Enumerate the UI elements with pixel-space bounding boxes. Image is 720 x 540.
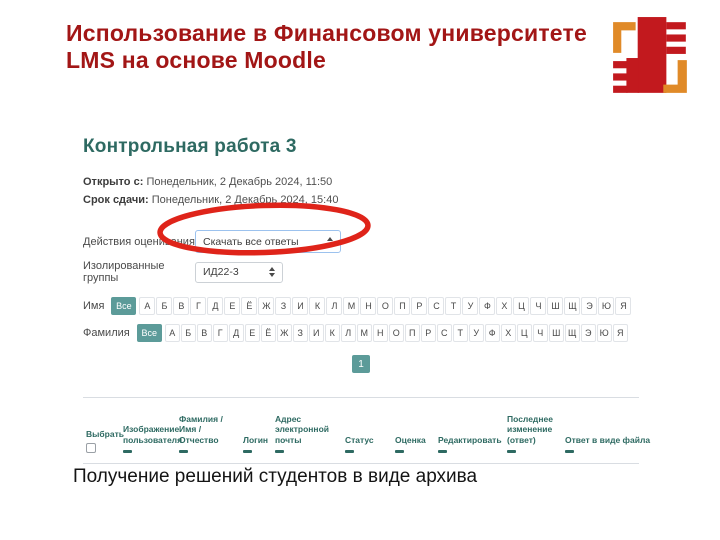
table-column-select — [86, 406, 123, 453]
letter-filter[interactable]: Р — [411, 297, 427, 315]
assignment-dates — [83, 173, 639, 209]
letter-filter[interactable]: Б — [181, 324, 196, 342]
due-label: Срок сдачи: — [83, 194, 149, 206]
column-header-link[interactable]: Редактировать — [438, 434, 502, 445]
slide-title — [66, 20, 587, 74]
grading-action-label: Действия оценивания — [83, 235, 195, 248]
collapse-column-icon[interactable] — [565, 450, 574, 453]
letter-filter[interactable]: Т — [445, 297, 461, 315]
separate-groups-row — [83, 260, 639, 284]
letter-filter[interactable]: В — [197, 324, 212, 342]
letter-filter[interactable]: И — [292, 297, 308, 315]
letter-filter[interactable]: Л — [341, 324, 356, 342]
surname-all-button[interactable]: Все — [137, 324, 162, 342]
letter-filter[interactable]: Ш — [549, 324, 564, 342]
collapse-column-icon[interactable] — [395, 450, 404, 453]
letter-filter[interactable]: Н — [360, 297, 376, 315]
collapse-column-icon[interactable] — [438, 450, 447, 453]
letter-filter[interactable]: А — [139, 297, 155, 315]
letter-filter[interactable]: Ю — [597, 324, 612, 342]
letter-filter[interactable]: О — [377, 297, 393, 315]
letter-filter[interactable]: З — [293, 324, 308, 342]
letter-filter[interactable]: П — [394, 297, 410, 315]
letter-filter[interactable]: Г — [213, 324, 228, 342]
first-name-filter-label: Имя — [83, 300, 105, 312]
letter-filter[interactable]: Ш — [547, 297, 563, 315]
table-column — [345, 406, 395, 453]
letter-filter[interactable]: Н — [373, 324, 388, 342]
collapse-column-icon[interactable] — [179, 450, 188, 453]
table-column — [395, 406, 438, 453]
grading-action-row — [83, 230, 639, 253]
table-column — [275, 406, 345, 453]
letter-filter[interactable]: Л — [326, 297, 342, 315]
letter-filter[interactable]: А — [165, 324, 180, 342]
letter-filter[interactable]: Т — [453, 324, 468, 342]
column-header-link[interactable]: Фамилия / Имя / Отчество — [179, 413, 223, 445]
select-all-checkbox[interactable] — [86, 443, 96, 453]
select-up-down-icon — [269, 267, 275, 277]
letter-filter[interactable]: Ж — [258, 297, 274, 315]
slide-title-line-1: Использование в Финансовом университете — [66, 20, 587, 46]
column-header-link[interactable]: Статус — [345, 434, 374, 445]
letter-filter[interactable]: У — [469, 324, 484, 342]
letter-filter[interactable]: П — [405, 324, 420, 342]
collapse-column-icon[interactable] — [123, 450, 132, 453]
column-header-link[interactable]: Логин — [243, 434, 269, 445]
letter-filter[interactable]: Ж — [277, 324, 292, 342]
opened-value: Понедельник, 2 Декабрь 2024, 11:50 — [146, 176, 333, 188]
table-column — [179, 406, 243, 453]
letter-filter[interactable]: Э — [581, 324, 596, 342]
table-sortable-columns — [123, 406, 651, 453]
letter-filter[interactable]: Е — [224, 297, 240, 315]
surname-filter-label: Фамилия — [83, 327, 130, 339]
letter-filter[interactable]: Х — [496, 297, 512, 315]
letter-filter[interactable]: Ё — [241, 297, 257, 315]
opened-label: Открыто с: — [83, 176, 144, 188]
letter-filter[interactable]: И — [309, 324, 324, 342]
separate-groups-label: Изолированные группы — [83, 260, 165, 284]
collapse-column-icon[interactable] — [243, 450, 252, 453]
collapse-column-icon[interactable] — [275, 450, 284, 453]
letter-filter[interactable]: Е — [245, 324, 260, 342]
surname-letter-list — [165, 324, 629, 342]
surname-filter-row — [83, 324, 639, 342]
letter-filter[interactable]: О — [389, 324, 404, 342]
column-header-link[interactable]: Ответ в виде файла — [565, 434, 651, 445]
first-name-letter-list — [139, 297, 632, 315]
select-column-header: Выбрать — [86, 428, 124, 439]
collapse-column-icon[interactable] — [507, 450, 516, 453]
letter-filter[interactable]: Ё — [261, 324, 276, 342]
table-column — [565, 406, 651, 453]
column-header-link[interactable]: Последнее изменение (ответ) — [507, 413, 553, 445]
letter-filter[interactable]: Ч — [530, 297, 546, 315]
table-column — [507, 406, 565, 453]
table-column — [123, 406, 183, 453]
moodle-screenshot — [83, 136, 651, 464]
opened-date-line — [83, 173, 639, 191]
letter-filter[interactable]: М — [343, 297, 359, 315]
letter-filter[interactable]: Ч — [533, 324, 548, 342]
separate-groups-selected-value: ИД22-3 — [203, 266, 239, 278]
letter-filter[interactable]: З — [275, 297, 291, 315]
first-name-all-button[interactable]: Все — [111, 297, 136, 315]
letter-filter[interactable]: Я — [615, 297, 631, 315]
column-header-link[interactable]: Адрес электронной почты — [275, 413, 329, 445]
table-column — [243, 406, 275, 453]
letter-filter[interactable]: К — [325, 324, 340, 342]
grading-action-selected-value: Скачать все ответы — [203, 235, 299, 248]
collapse-column-icon[interactable] — [345, 450, 354, 453]
letter-filter[interactable]: Р — [421, 324, 436, 342]
letter-filter[interactable]: Э — [581, 297, 597, 315]
due-value: Понедельник, 2 Декабрь 2024, 15:40 — [151, 194, 339, 206]
letter-filter[interactable]: К — [309, 297, 325, 315]
letter-filter[interactable]: Щ — [564, 297, 580, 315]
letter-filter[interactable]: Х — [501, 324, 516, 342]
letter-filter[interactable]: М — [357, 324, 372, 342]
table-column — [438, 406, 507, 453]
letter-filter[interactable]: Ф — [485, 324, 500, 342]
due-date-line — [83, 191, 639, 209]
letter-filter[interactable]: Д — [207, 297, 223, 315]
slide-caption: Получение решений студентов в виде архива — [73, 466, 478, 487]
separate-groups-select[interactable] — [195, 262, 283, 283]
letter-filter[interactable]: В — [173, 297, 189, 315]
letter-filter[interactable]: Ц — [517, 324, 532, 342]
submissions-table-header — [83, 397, 651, 464]
letter-filter[interactable]: У — [462, 297, 478, 315]
letter-filter[interactable]: Я — [613, 324, 628, 342]
letter-filter[interactable]: С — [428, 297, 444, 315]
letter-filter[interactable]: Ф — [479, 297, 495, 315]
letter-filter[interactable]: Д — [229, 324, 244, 342]
financial-university-logo-icon — [610, 15, 692, 99]
slide-title-line-2: LMS на основе Moodle — [66, 47, 326, 73]
page-1-button[interactable]: 1 — [352, 355, 370, 373]
pagination — [83, 355, 639, 373]
letter-filter[interactable]: Щ — [565, 324, 580, 342]
letter-filter[interactable]: Ю — [598, 297, 614, 315]
column-header-link[interactable]: Изображение пользователя — [123, 424, 183, 445]
select-up-down-icon — [327, 237, 333, 247]
grading-action-select[interactable] — [195, 230, 341, 253]
column-header-link[interactable]: Оценка — [395, 434, 426, 445]
letter-filter[interactable]: С — [437, 324, 452, 342]
letter-filter[interactable]: Ц — [513, 297, 529, 315]
letter-filter[interactable]: Г — [190, 297, 206, 315]
first-name-filter-row — [83, 297, 639, 315]
assignment-title: Контрольная работа 3 — [83, 136, 297, 157]
letter-filter[interactable]: Б — [156, 297, 172, 315]
